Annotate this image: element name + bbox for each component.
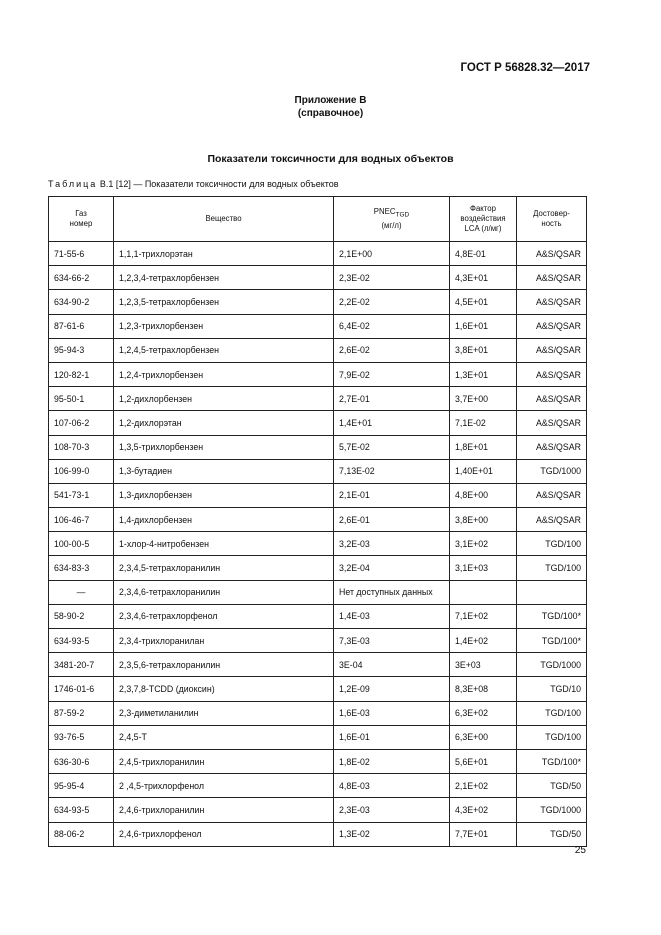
cell-reliability: TGD/100: [517, 725, 587, 749]
cell-substance: 2,3,4-трихлоранилан: [114, 629, 334, 653]
cell-pnec: 2,2E-02: [334, 290, 450, 314]
cell-lca-factor: 4,3E+01: [450, 266, 517, 290]
table-row: [49, 532, 587, 556]
cell-pnec: 7,3E-03: [334, 629, 450, 653]
table-row: [49, 266, 587, 290]
table-row: [49, 508, 587, 532]
cell-substance: 1,3-дихлорбензен: [114, 483, 334, 507]
cell-reliability: TGD/1000: [517, 459, 587, 483]
cell-substance: 1,2,3-трихлорбензен: [114, 314, 334, 338]
header-pnec-main: PNEC: [373, 207, 396, 217]
cell-substance: 1,2-дихлорэтан: [114, 411, 334, 435]
header-lca-line1: Фактор: [470, 204, 496, 213]
cell-substance: 2,4,5-Т: [114, 725, 334, 749]
cell-lca-factor: 1,3E+01: [450, 362, 517, 386]
cell-cas-number: 87-61-6: [49, 314, 114, 338]
header-cas-line1: Газ: [75, 209, 87, 218]
cell-lca-factor: [450, 580, 517, 604]
table-row: [49, 362, 587, 386]
cell-cas-number: 634-90-2: [49, 290, 114, 314]
cell-reliability: TGD/100: [517, 532, 587, 556]
header-pnec: [334, 197, 450, 242]
cell-pnec: 2,6E-01: [334, 508, 450, 532]
cell-reliability: TGD/50: [517, 774, 587, 798]
table-row: [49, 580, 587, 604]
header-reliability: [517, 197, 587, 242]
cell-reliability: TGD/100*: [517, 629, 587, 653]
cell-substance: 2,4,5-трихлоранилин: [114, 749, 334, 773]
table-row: [49, 604, 587, 628]
cell-substance: 1,3,5-трихлорбензен: [114, 435, 334, 459]
table-row: [49, 677, 587, 701]
cell-substance: 1,1,1-трихлорэтан: [114, 242, 334, 266]
cell-cas-number: 95-95-4: [49, 774, 114, 798]
cell-pnec: 2,7E-01: [334, 387, 450, 411]
cell-lca-factor: 5,6E+01: [450, 749, 517, 773]
cell-pnec: 2,6E-02: [334, 338, 450, 362]
cell-lca-factor: 1,40E+01: [450, 459, 517, 483]
cell-reliability: TGD/1000: [517, 653, 587, 677]
cell-cas-number: 1746-01-6: [49, 677, 114, 701]
table-row: [49, 774, 587, 798]
cell-substance: 1,4-дихлорбензен: [114, 508, 334, 532]
cell-reliability: A&S/QSAR: [517, 435, 587, 459]
cell-cas-number: —: [49, 580, 114, 604]
cell-reliability: TGD/100: [517, 556, 587, 580]
cell-lca-factor: 4,3E+02: [450, 798, 517, 822]
cell-pnec: 2,1E+00: [334, 242, 450, 266]
annex-heading: [0, 94, 661, 120]
table-row: [49, 411, 587, 435]
table-caption: [48, 179, 339, 189]
cell-substance: 2,3,4,5-тетрахлоранилин: [114, 556, 334, 580]
cell-cas-number: 541-73-1: [49, 483, 114, 507]
cell-pnec: 1,6E-03: [334, 701, 450, 725]
cell-substance: 2 ,4,5-трихлорфенол: [114, 774, 334, 798]
cell-reliability: TGD/100*: [517, 604, 587, 628]
cell-pnec: 4,8E-03: [334, 774, 450, 798]
header-rel-line2: ность: [541, 219, 562, 228]
cell-pnec: 2,3E-02: [334, 266, 450, 290]
header-substance: Вещество: [114, 197, 334, 242]
table-row: [49, 242, 587, 266]
table-row: [49, 556, 587, 580]
cell-cas-number: 107-06-2: [49, 411, 114, 435]
table-row: [49, 435, 587, 459]
cell-reliability: A&S/QSAR: [517, 508, 587, 532]
header-rel-line1: Достовер-: [533, 209, 570, 218]
cell-reliability: A&S/QSAR: [517, 483, 587, 507]
cell-reliability: TGD/100*: [517, 749, 587, 773]
cell-pnec: 1,8E-02: [334, 749, 450, 773]
cell-substance: 2,4,6-трихлорфенол: [114, 822, 334, 846]
cell-cas-number: 636-30-6: [49, 749, 114, 773]
table-row: [49, 701, 587, 725]
cell-substance: 1,2,4,5-тетрахлорбензен: [114, 338, 334, 362]
cell-reliability: A&S/QSAR: [517, 338, 587, 362]
cell-cas-number: 100-00-5: [49, 532, 114, 556]
annex-subtitle: (справочное): [297, 108, 364, 119]
cell-lca-factor: 3,8E+00: [450, 508, 517, 532]
table-row: [49, 314, 587, 338]
header-lca-line2: воздействия: [460, 214, 506, 223]
cell-cas-number: 106-99-0: [49, 459, 114, 483]
cell-substance: 1,3-бутадиен: [114, 459, 334, 483]
table-row: [49, 798, 587, 822]
cell-cas-number: 95-50-1: [49, 387, 114, 411]
cell-pnec: 1,3E-02: [334, 822, 450, 846]
header-cas-line2: номер: [69, 219, 93, 228]
cell-reliability: TGD/1000: [517, 798, 587, 822]
table-row: [49, 653, 587, 677]
cell-pnec: 1,6E-01: [334, 725, 450, 749]
cell-cas-number: 634-93-5: [49, 629, 114, 653]
table-row: [49, 338, 587, 362]
table-row: [49, 725, 587, 749]
cell-lca-factor: 7,1E-02: [450, 411, 517, 435]
cell-cas-number: 3481-20-7: [49, 653, 114, 677]
cell-pnec: 2,1E-01: [334, 483, 450, 507]
cell-pnec: 7,9E-02: [334, 362, 450, 386]
cell-substance: 1,2-дихлорбензен: [114, 387, 334, 411]
cell-substance: 2,3,4,6-тетрахлоранилин: [114, 580, 334, 604]
cell-reliability: A&S/QSAR: [517, 387, 587, 411]
cell-cas-number: 87-59-2: [49, 701, 114, 725]
cell-reliability: A&S/QSAR: [517, 290, 587, 314]
cell-substance: 2,3-диметиланилин: [114, 701, 334, 725]
page-title: Показатели токсичности для водных объектов: [207, 153, 454, 165]
cell-cas-number: 93-76-5: [49, 725, 114, 749]
cell-pnec: 3,2E-03: [334, 532, 450, 556]
cell-lca-factor: 4,8E+00: [450, 483, 517, 507]
cell-cas-number: 120-82-1: [49, 362, 114, 386]
cell-cas-number: 634-93-5: [49, 798, 114, 822]
cell-reliability: TGD/10: [517, 677, 587, 701]
table-caption-text: В.1 [12] — Показатели токсичности для водных объектов: [99, 179, 339, 189]
header-pnec-sub: TGD: [395, 211, 410, 219]
cell-lca-factor: 1,8E+01: [450, 435, 517, 459]
toxicity-table: [48, 196, 587, 847]
cell-lca-factor: 3,1E+03: [450, 556, 517, 580]
cell-lca-factor: 1,4E+02: [450, 629, 517, 653]
cell-lca-factor: 3E+03: [450, 653, 517, 677]
cell-cas-number: 634-66-2: [49, 266, 114, 290]
cell-substance: 1,2,4-трихлорбензен: [114, 362, 334, 386]
cell-pnec: 5,7E-02: [334, 435, 450, 459]
cell-lca-factor: 3,1E+02: [450, 532, 517, 556]
table-caption-label: Таблица: [48, 179, 98, 189]
cell-substance: 1,2,3,4-тетрахлорбензен: [114, 266, 334, 290]
cell-lca-factor: 3,7E+00: [450, 387, 517, 411]
cell-lca-factor: 7,1E+02: [450, 604, 517, 628]
header-pnec-unit: (мг/л): [381, 220, 402, 230]
annex-title: Приложение В: [294, 95, 367, 106]
table-row: [49, 483, 587, 507]
cell-cas-number: 108-70-3: [49, 435, 114, 459]
cell-cas-number: 71-55-6: [49, 242, 114, 266]
table-header-row: [49, 197, 587, 242]
cell-pnec: 1,2E-09: [334, 677, 450, 701]
cell-lca-factor: 3,8E+01: [450, 338, 517, 362]
table-body: [49, 242, 587, 847]
cell-lca-factor: 4,8E-01: [450, 242, 517, 266]
cell-pnec: 2,3E-03: [334, 798, 450, 822]
cell-substance: 1,2,3,5-тетрахлорбензен: [114, 290, 334, 314]
header-lca-factor: [450, 197, 517, 242]
cell-lca-factor: 4,5E+01: [450, 290, 517, 314]
standard-header: ГОСТ Р 56828.32—2017: [460, 62, 590, 74]
cell-reliability: A&S/QSAR: [517, 362, 587, 386]
cell-pnec: 3E-04: [334, 653, 450, 677]
table-row: [49, 749, 587, 773]
table-row: [49, 629, 587, 653]
cell-reliability: A&S/QSAR: [517, 411, 587, 435]
header-lca-line3: LCA (л/мг): [464, 224, 502, 233]
cell-pnec: 1,4E+01: [334, 411, 450, 435]
cell-reliability: [517, 580, 587, 604]
cell-substance: 2,3,5,6-тетрахлоранилин: [114, 653, 334, 677]
table-row: [49, 290, 587, 314]
cell-reliability: A&S/QSAR: [517, 314, 587, 338]
cell-lca-factor: 8,3E+08: [450, 677, 517, 701]
cell-lca-factor: 6,3E+02: [450, 701, 517, 725]
cell-lca-factor: 7,7E+01: [450, 822, 517, 846]
header-cas-number: [49, 197, 114, 242]
cell-reliability: A&S/QSAR: [517, 242, 587, 266]
table-row: [49, 387, 587, 411]
cell-substance: 2,3,7,8-TCDD (диоксин): [114, 677, 334, 701]
cell-cas-number: 106-46-7: [49, 508, 114, 532]
cell-cas-number: 58-90-2: [49, 604, 114, 628]
cell-lca-factor: 2,1E+02: [450, 774, 517, 798]
cell-substance: 2,4,6-трихлоранилин: [114, 798, 334, 822]
cell-cas-number: 95-94-3: [49, 338, 114, 362]
cell-lca-factor: 1,6E+01: [450, 314, 517, 338]
table-row: [49, 459, 587, 483]
cell-substance: 2,3,4,6-тетрахлорфенол: [114, 604, 334, 628]
cell-cas-number: 88-06-2: [49, 822, 114, 846]
cell-reliability: TGD/100: [517, 701, 587, 725]
table-row: [49, 822, 587, 846]
page-number: 25: [574, 845, 586, 856]
cell-cas-number: 634-83-3: [49, 556, 114, 580]
cell-reliability: TGD/50: [517, 822, 587, 846]
cell-pnec: 7,13E-02: [334, 459, 450, 483]
cell-pnec: 1,4E-03: [334, 604, 450, 628]
cell-lca-factor: 6,3E+00: [450, 725, 517, 749]
cell-pnec: Нет доступных данных: [334, 580, 450, 604]
cell-reliability: A&S/QSAR: [517, 266, 587, 290]
cell-pnec: 6,4E-02: [334, 314, 450, 338]
cell-pnec: 3,2E-04: [334, 556, 450, 580]
cell-substance: 1-хлор-4-нитробензен: [114, 532, 334, 556]
